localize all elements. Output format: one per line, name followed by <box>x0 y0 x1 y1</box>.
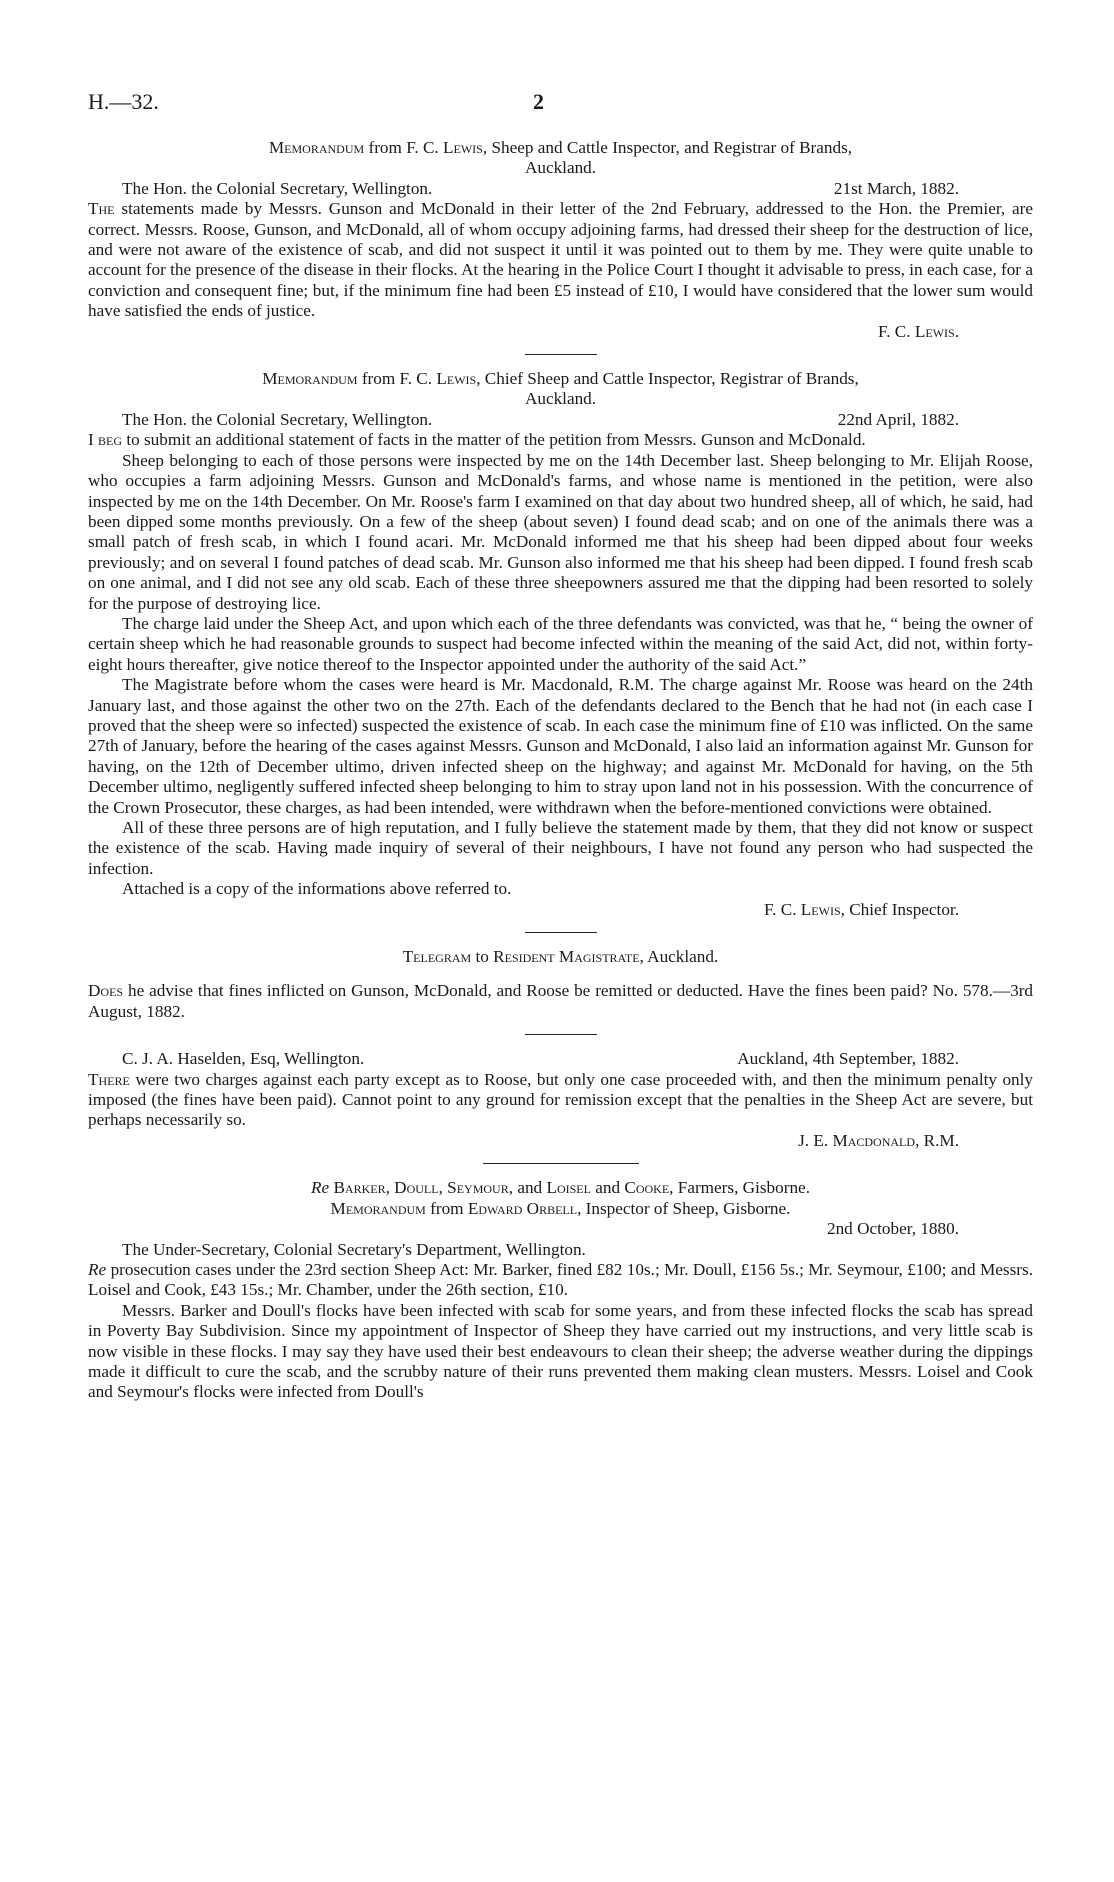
body-text: statements made by Messrs. Gunson and McDonald in their letter of the 2nd February, addressed to the Hon. the Premier, are correct. Messrs. Roose, Gunson, and McDonald, all of whom occupy adjoining farms, had dressed their sheep for the destruction of lice, and were not aware of the existence of scab, and did not suspect it until it was pointed out to them by me. They were quite unable to account for the presence of the disease in their flocks. At the hearing in the Police Court I thought it advisable to press, in each case, for a conviction and consequent fine; but, if the minimum fine had been £5 instead of £10, I would have considered that the lower sum would have satisfied the ends of justice. <box>88 199 1034 321</box>
telegram-body <box>88 981 1033 1022</box>
memo-heading <box>88 369 1033 389</box>
heading-rest: , Inspector of Sheep, Gisborne. <box>577 1198 791 1218</box>
addressee: The Under-Secretary, Colonial Secretary's Department, Wellington. <box>122 1239 586 1259</box>
memo-paragraph: Sheep belonging to each of those persons were inspected by me on the 14th December last. Sheep belonging to Mr. Elijah Roose, who occupies a farm adjoining Messrs. Gunson and McDonald's farms, and whose name is mentioned in the petition, were also inspected by me on the 14th December. On Mr. Roose's farm I examined on that day about two hundred sheep, all of which, he said, had been dipped some months previously. On a few of the sheep (about seven) I found dead scab; and on one of the animals there was a small patch of fresh scab, in which I found acari. Mr. McDonald informed me that his sheep had been dipped about four weeks previously; and on several I found patches of dead scab. Mr. Gunson also informed me that his sheep had been dipped. I found fresh scab on one animal, and I did not see any old scab. Each of these three sheepowners assured me that the dipping had been resorted to solely for the purpose of destroying lice. <box>88 450 1033 613</box>
memo-body <box>88 199 1033 321</box>
signature-name: Lewis <box>800 899 841 919</box>
memo-paragraph: The Magistrate before whom the cases were heard is Mr. Macdonald, R.M. The charge against Mr. Roose was heard on the 24th January last, and those against the other two on the 27th. Each of the defendants declared to the Bench that he had not (in each case I proved that the sheep were so infected) suspected the existence of scab. In each case the minimum fine of £10 was inflicted. On the same 27th of January, before the hearing of the cases against Messrs. Gunson and McDonald, I also laid an information against Mr. Gunson for having, on the 12th of December ultimo, driven infected sheep on the highway; and against Mr. McDonald for having, on the 5th December ultimo, negligently suffered infected sheep belonging to him to stray upon land not in his possession. With the concurrence of the Crown Prosecutor, these charges, as had been intended, were withdrawn when the before-mentioned convictions were obtained. <box>88 675 1033 817</box>
re-names-3: Cooke <box>624 1178 670 1198</box>
lead-word: I beg <box>88 430 123 450</box>
heading-prefix: Memorandum <box>268 138 365 157</box>
heading-prefix: Telegram <box>402 947 472 967</box>
memo-date: 2nd October, 1880. <box>826 1219 959 1239</box>
memo-heading-place: Auckland. <box>524 158 597 178</box>
signature-initials: F. C. <box>878 321 915 341</box>
lead-word: There <box>88 1069 130 1089</box>
signature-initials: F. C. <box>763 899 801 919</box>
addressee: The Hon. the Colonial Secretary, Wellington. <box>122 409 433 429</box>
memo-lewis-march <box>88 138 1033 342</box>
section-divider <box>525 354 597 355</box>
re-label: Re <box>311 1178 330 1198</box>
memo-heading <box>88 1199 1033 1219</box>
heading-mid: to <box>471 947 494 967</box>
telegram-heading <box>88 947 1033 967</box>
reply-body <box>88 1070 1033 1131</box>
re-names: Barker, Doull, Seymour, <box>333 1178 514 1198</box>
memo-address-line <box>88 179 1033 199</box>
section-divider <box>525 1034 597 1035</box>
section-divider <box>525 932 597 933</box>
signature <box>88 1131 1033 1151</box>
heading-name: Lewis <box>443 138 483 157</box>
magistrate-reply <box>88 1049 1033 1151</box>
heading-rest: , Sheep and Cattle Inspector, and Registrar of Brands, <box>482 138 853 157</box>
addressee: C. J. A. Haselden, Esq, Wellington. <box>122 1049 365 1069</box>
paragraph-text: prosecution cases under the 23rd section Sheep Act: Mr. Barker, fined £82 10s.; Mr. Doull, £156 5s.; Mr. Seymour, £100; and Messrs. Loisel and Cook, £43 15s.; Mr. Chamber, under the 26th section, £10. <box>88 1259 1033 1300</box>
heading-name: Lewis <box>436 369 477 389</box>
signature-name: Macdonald <box>832 1130 916 1150</box>
lead-word: The <box>88 199 115 219</box>
paragraph-text: to submit an additional statement of facts in the matter of the petition from Messrs. Gunson and McDonald. <box>126 430 866 450</box>
signature <box>88 900 1033 920</box>
re-names-2: Loisel <box>546 1178 591 1198</box>
signature-name: Lewis. <box>914 321 959 341</box>
reply-date: Auckland, 4th September, 1882. <box>737 1049 959 1069</box>
heading-mid: from F. C. <box>357 369 437 389</box>
page-header <box>88 89 1033 132</box>
signature-title: , R.M. <box>915 1130 959 1150</box>
re-and: and <box>513 1178 547 1198</box>
memo-lewis-april <box>88 369 1033 920</box>
re-heading <box>88 1178 1033 1198</box>
signature <box>88 322 1033 342</box>
heading-name: Resident Magistrate <box>493 947 640 967</box>
memo-paragraph: The charge laid under the Sheep Act, and upon which each of the three defendants was convicted, was that he, “ being the owner of certain sheep which he had reasonable grounds to suspect had become infected within the meaning of the said Act, did not, within forty-eight hours thereafter, give notice thereof to the Inspector appointed under the authority of the said Act.” <box>88 613 1033 674</box>
body-text: were two charges against each party except as to Roose, but only one case proceeded with, and then the minimum penalty only imposed (the fines have been paid). Cannot point to any ground for remission except that the penalties in the Sheep Act are severe, but perhaps necessarily so. <box>88 1069 1034 1130</box>
section-divider <box>483 1163 639 1164</box>
memo-orbell <box>88 1178 1033 1402</box>
memo-heading <box>88 138 1033 158</box>
re-rest: , Farmers, Gisborne. <box>669 1178 810 1198</box>
memo-paragraph: Attached is a copy of the informations above referred to. <box>122 879 512 899</box>
memo-paragraph: All of these three persons are of high reputation, and I fully believe the statement made by them, that they did not know or suspect the existence of the scab. Having made inquiry of several of their neighbours, I have not found any person who had suspected the infection. <box>88 818 1033 878</box>
memo-paragraph <box>88 1260 1033 1301</box>
document-page <box>88 89 1034 1403</box>
heading-prefix: Memorandum <box>262 369 358 389</box>
reply-address-line <box>88 1049 1033 1069</box>
memo-date: 22nd April, 1882. <box>837 409 959 429</box>
heading-rest: , Chief Sheep and Cattle Inspector, Registrar of Brands, <box>476 369 859 389</box>
heading-mid: from <box>425 1198 468 1218</box>
heading-name: Edward Orbell <box>467 1198 578 1218</box>
signature-initials: J. E. <box>798 1130 833 1150</box>
heading-prefix: Memorandum <box>330 1198 426 1218</box>
memo-date: 21st March, 1882. <box>833 178 959 198</box>
heading-mid: from F. C. <box>364 138 444 157</box>
memo-paragraph <box>88 430 1033 450</box>
memo-heading-place: Auckland. <box>524 389 597 409</box>
re-and-2: and <box>590 1178 625 1198</box>
re-label: Re <box>88 1259 107 1279</box>
page-number: 2 <box>533 89 544 114</box>
signature-title: , Chief Inspector. <box>840 899 959 919</box>
memo-address-line <box>88 410 1033 430</box>
lead-word: Does <box>88 981 124 1001</box>
telegram <box>88 947 1033 1022</box>
body-text: he advise that fines inflicted on Gunson, McDonald, and Roose be remitted or deducted. Have the fines been paid? No. 578.—3rd August, 1882. <box>88 981 1034 1021</box>
memo-paragraph: Messrs. Barker and Doull's flocks have been infected with scab for some years, and from these infected flocks the scab has spread in Poverty Bay Subdivision. Since my appointment of Inspector of Sheep they have carried out my instructions, and very little scab is now visible in these flocks. I may say they have used their best endeavours to clean their sheep; the adverse weather during the dippings made it difficult to cure the scab, and the scrubby nature of their runs prevented them making clean musters. Messrs. Loisel and Cook and Seymour's flocks were infected from Doull's <box>88 1300 1033 1402</box>
addressee: The Hon. the Colonial Secretary, Wellington. <box>122 178 433 198</box>
document-reference: H.—32. <box>88 89 159 114</box>
heading-place: , Auckland. <box>639 947 719 967</box>
